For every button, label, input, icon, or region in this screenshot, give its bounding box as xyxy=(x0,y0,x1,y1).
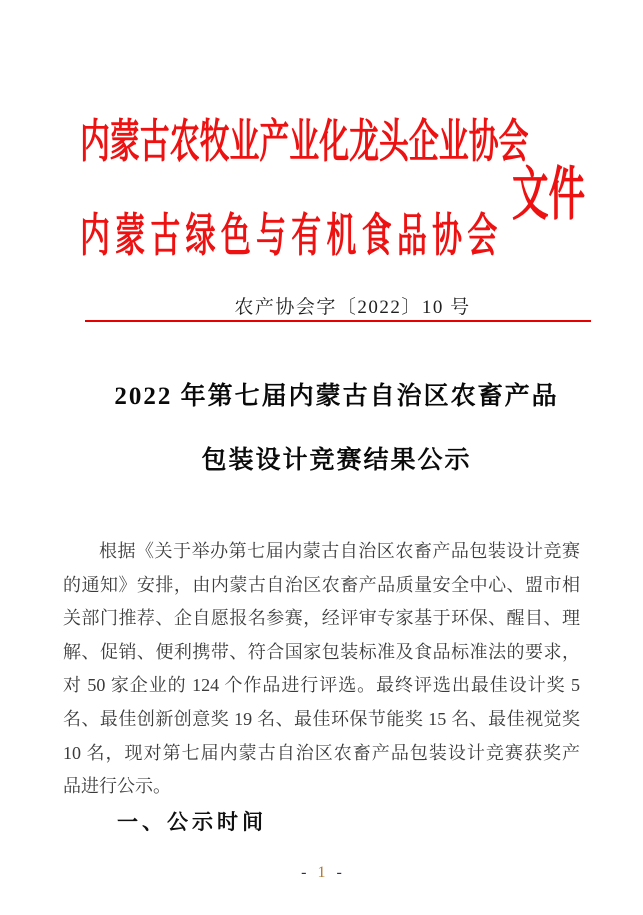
org-name-line-1: 内蒙古农牧业产业化龙头企业协会 xyxy=(80,116,529,167)
paragraph-line: 关部门推荐、企自愿报名参赛，经评审专家基于环保、醒目、理 xyxy=(63,608,580,629)
page-number xyxy=(0,864,643,882)
paragraph-line: 根据《关于举办第七届内蒙古自治区农畜产品包装设计竞赛 xyxy=(99,541,580,561)
org-name-line-2: 内蒙古绿色与有机食品协会 xyxy=(80,210,498,261)
body-paragraph xyxy=(63,535,580,804)
document-title-line-2: 包装设计竞赛结果公示 xyxy=(201,447,472,474)
doc-number: 农产协会字〔2022〕10 号 xyxy=(234,297,471,318)
page-number-right-dash: - xyxy=(336,864,342,881)
paragraph-line: 10 名，现对第七届内蒙古自治区农畜产品包装设计竞赛获奖产 xyxy=(63,742,580,763)
paragraph-line: 名、最佳创新创意奖 19 名、最佳环保节能奖 15 名、最佳视觉奖 xyxy=(63,708,580,729)
doc-type-label: 文件 xyxy=(512,162,586,227)
page-number-left-dash: - xyxy=(301,864,307,881)
paragraph-line: 解、促销、便利携带、符合国家包装标准及食品标准法的要求， xyxy=(63,641,580,662)
paragraph-line: 对 50 家企业的 124 个作品进行评选。最终评选出最佳设计奖 5 xyxy=(63,675,580,696)
paragraph-line: 的通知》安排，由内蒙古自治区农畜产品质量安全中心、盟市相 xyxy=(63,574,580,595)
paragraph-line: 品进行公示。 xyxy=(63,776,171,797)
red-separator-rule xyxy=(85,320,591,322)
document-title-line-1: 2022 年第七届内蒙古自治区农畜产品 xyxy=(114,383,559,410)
page-number-value: 1 xyxy=(317,864,326,881)
section-heading: 一、公示时间 xyxy=(117,811,267,834)
